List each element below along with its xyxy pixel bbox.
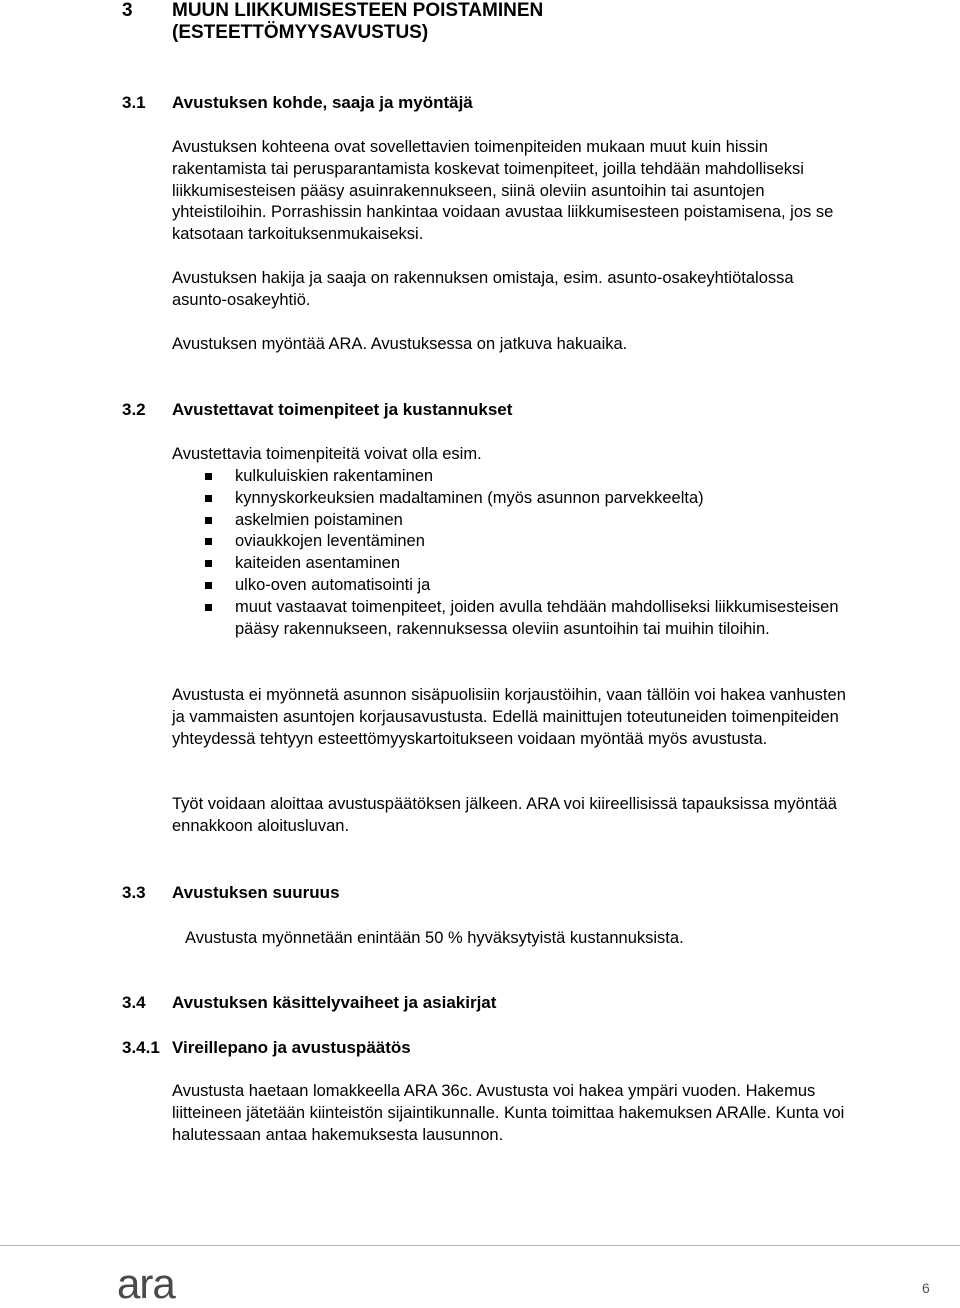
section-3-3-number: 3.3	[122, 883, 146, 902]
footer-divider	[0, 1245, 960, 1246]
section-3-1-number: 3.1	[122, 93, 146, 112]
square-bullet-icon	[205, 604, 212, 611]
section-3-4-title: Avustuksen käsittelyvaiheet ja asiakirjat	[172, 993, 497, 1012]
list-item: kaiteiden asentaminen	[172, 553, 852, 575]
page-number: 6	[922, 1280, 930, 1296]
section-3-2-intro: Avustettavia toimenpiteitä voivat olla esim.	[172, 445, 482, 463]
square-bullet-icon	[205, 538, 212, 545]
list-item: askelmien poistaminen	[172, 510, 852, 532]
list-item: ulko-oven automatisointi ja	[172, 575, 852, 597]
square-bullet-icon	[205, 517, 212, 524]
section-3-1-paragraph-3: Avustuksen myöntää ARA. Avustuksessa on jatkuva hakuaika.	[172, 335, 628, 353]
section-3-2-number: 3.2	[122, 400, 146, 419]
list-item: oviaukkojen leventäminen	[172, 531, 852, 553]
ara-logo: ara	[117, 1260, 175, 1307]
section-3-4-number: 3.4	[122, 993, 146, 1012]
section-3-2-paragraph-2: Avustusta ei myönnetä asunnon sisäpuolisiin korjaustöihin, vaan tällöin voi hakea vanhusten ja vammaisten asuntojen korjausavustusta. Edellä mainittujen toteutuneiden toimenpiteiden yhteydessä tehtyyn esteettömyyskartoitukseen voidaan myöntää myös avustusta.	[172, 686, 846, 748]
section-3-1-paragraph-2: Avustuksen hakija ja saaja on rakennuksen omistaja, esim. asunto-osakeyhtiötalossa asunto-osakeyhtiö.	[172, 269, 794, 309]
section-3-4-1-number: 3.4.1	[122, 1038, 160, 1057]
list-item: kynnyskorkeuksien madaltaminen (myös asunnon parvekkeelta)	[172, 488, 852, 510]
section-3-4-1-paragraph-1: Avustusta haetaan lomakkeella ARA 36c. Avustusta voi hakea ympäri vuoden. Hakemus liitteineen jätetään kiinteistön sijaintikunnalle. Kunta toimittaa hakemuksen ARAlle. Kunta voi halutessaan antaa hakemuksesta lausunnon.	[172, 1082, 845, 1144]
measures-list	[172, 466, 852, 640]
list-item: muut vastaavat toimenpiteet, joiden avulla tehdään mahdolliseksi liikkumisesteisen pääsy rakennukseen, rakennuksessa oleviin asuntoihin tai muihin tiloihin.	[172, 597, 852, 641]
square-bullet-icon	[205, 582, 212, 589]
section-3-2-paragraph-3: Työt voidaan aloittaa avustuspäätöksen jälkeen. ARA voi kiireellisissä tapauksissa myöntää ennakkoon aloitusluvan.	[172, 795, 837, 835]
square-bullet-icon	[205, 560, 212, 567]
list-item: kulkuluiskien rakentaminen	[172, 466, 852, 488]
chapter-title-line2: (ESTEETTÖMYYSAVUSTUS)	[172, 22, 429, 43]
section-3-2-title: Avustettavat toimenpiteet ja kustannukset	[172, 400, 513, 419]
section-3-1-title: Avustuksen kohde, saaja ja myöntäjä	[172, 93, 473, 112]
square-bullet-icon	[205, 495, 212, 502]
chapter-title-line1: MUUN LIIKKUMISESTEEN POISTAMINEN	[172, 0, 544, 21]
section-3-3-title: Avustuksen suuruus	[172, 883, 340, 902]
square-bullet-icon	[205, 473, 212, 480]
section-3-3-paragraph-1: Avustusta myönnetään enintään 50 % hyväksytyistä kustannuksista.	[185, 929, 684, 947]
section-3-4-1-title: Vireillepano ja avustuspäätös	[172, 1038, 411, 1057]
chapter-number: 3	[122, 0, 133, 21]
section-3-1-paragraph-1: Avustuksen kohteena ovat sovellettavien toimenpiteiden mukaan muut kuin hissin rakentamista tai perusparantamista koskevat toimenpiteet, joilla tehdään mahdolliseksi liikkumisesteisen pääsy asuinrakennukseen, siinä oleviin asuntoihin tai asuntojen yhteistiloihin. Porrashissin hankintaa voidaan avustaa liikkumisesteen poistamisena, jos se katsotaan tarkoituksenmukaiseksi.	[172, 138, 834, 244]
